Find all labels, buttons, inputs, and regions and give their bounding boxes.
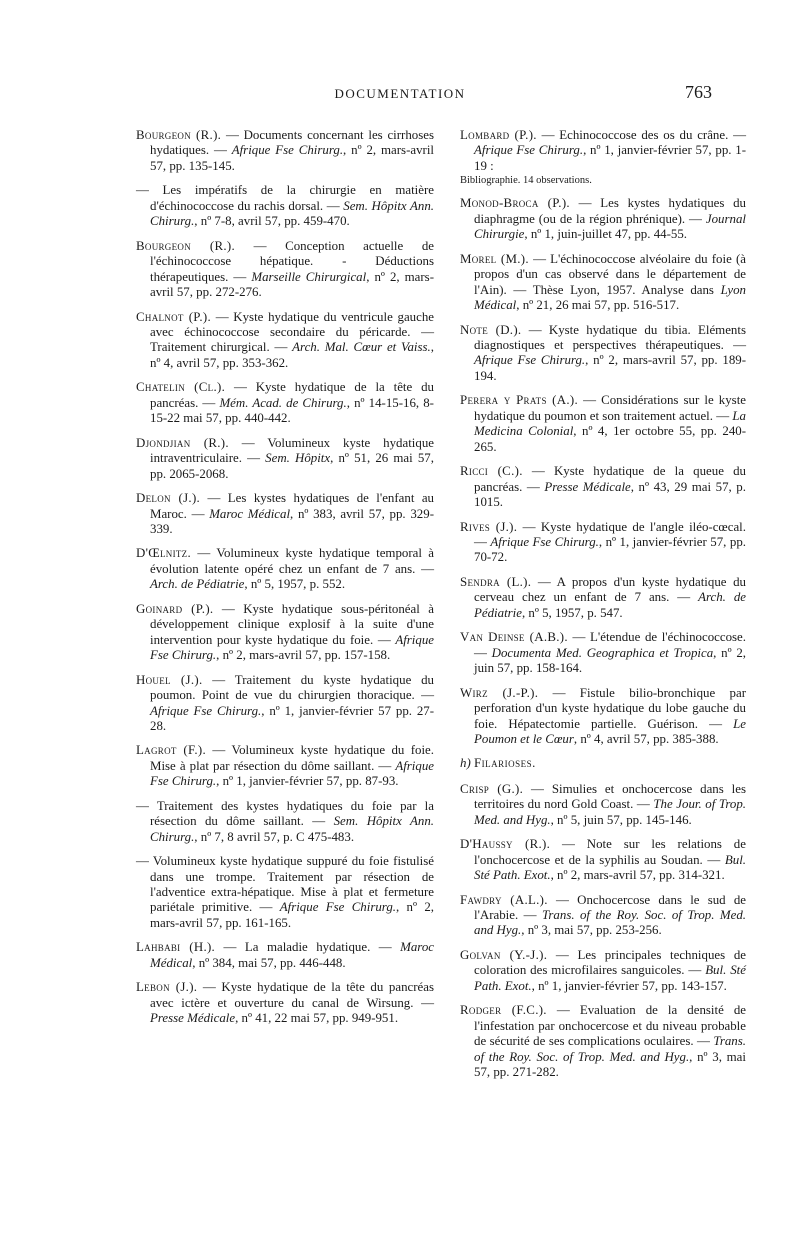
- entry-text: — La maladie hydatique. —: [215, 940, 401, 955]
- entry-text: — Considérations sur le kyste hydatique du poumon et son traitement actuel. —: [474, 393, 747, 423]
- entry-text: — Conception actuelle de l'échinococcose hépatique. - Déductions thérapeutiques. —: [150, 238, 434, 284]
- entry-author: Morel (M.).: [460, 251, 529, 266]
- entry-source: Trans. of the Roy. Soc. of Trop. Med. and Hyg.: [474, 908, 746, 938]
- bibliography-entry: [460, 196, 746, 242]
- bibliography-entry: [136, 940, 434, 971]
- entry-author: Fawdry (A.L.).: [460, 892, 548, 907]
- entry-details: , nº 7-8, avril 57, pp. 459-470.: [194, 214, 350, 229]
- entry-text: — Kyste hydatique de la queue du pancréas. —: [474, 464, 746, 494]
- entry-source: Sem. Hôpitx Ann. Chirurg.: [150, 814, 435, 844]
- entry-source: Bul. Sté Path. Exot.: [474, 963, 746, 993]
- section-heading: [460, 756, 746, 771]
- right-column-entries: [460, 128, 746, 747]
- entry-text: — Volumineux kyste hydatique intraventriculaire. —: [150, 435, 434, 466]
- entry-author: Rodger (F.C.).: [460, 1003, 547, 1018]
- bibliography-entry: [460, 393, 746, 455]
- bibliography-entry: [460, 1003, 746, 1080]
- bibliography-entry: [460, 464, 746, 510]
- entry-source: Sem. Hôpitx: [265, 451, 331, 466]
- entry-details: , nº 2, mars-avril 57, pp. 161-165.: [150, 900, 435, 930]
- entry-source: Arch. Mal. Cœur et Vaiss.: [292, 340, 431, 355]
- entry-text: — A propos d'un kyste hydatique du cerveau chez un enfant de 7 ans. —: [474, 574, 746, 605]
- entry-details: , nº 2, mars-avril 57, pp. 314-321.: [550, 868, 725, 883]
- entry-details: , nº 14-15-16, 8-15-22 mai 57, pp. 440-442.: [150, 395, 434, 426]
- entry-details: , nº 5, 1957, p. 552.: [244, 577, 346, 592]
- entry-details: , nº 1, juin-juillet 47, pp. 44-55.: [524, 227, 687, 242]
- entry-author: Note (D.).: [460, 322, 522, 337]
- entry-author: Sendra (L.).: [460, 574, 532, 589]
- entry-text: — Traitement des kystes hydatiques du foie par la résection du dôme saillant. —: [136, 798, 434, 829]
- entry-author: Goinard (P.).: [136, 601, 214, 616]
- entry-author: Chatelin (Cl.).: [136, 380, 226, 395]
- entry-author: Crisp (G.).: [460, 781, 524, 796]
- bibliography-entry: [460, 252, 746, 314]
- section-title: Filarioses.: [473, 756, 536, 771]
- entry-author: Chalnot (P.).: [136, 309, 211, 324]
- entry-source: Trans. of the Roy. Soc. of Trop. Med. and Hyg.: [474, 1034, 746, 1064]
- entry-author: Bourgeon (R.).: [136, 128, 222, 142]
- entry-details: , nº 43, 29 mai 57, p. 1015.: [474, 479, 746, 510]
- bibliography-entry: [460, 128, 746, 187]
- section-marker: h): [460, 756, 471, 771]
- entry-details: , nº 51, 26 mai 57, pp. 2065-2068.: [150, 451, 434, 481]
- entry-details: , nº 4, avril 57, pp. 353-362.: [150, 340, 434, 370]
- entry-source: Afrique Fse Chirurg.: [150, 703, 262, 718]
- entry-author: D'Œlnitz.: [136, 546, 192, 561]
- entry-details: , nº 4, 1er octobre 55, pp. 240-265.: [474, 424, 747, 454]
- entry-text: — Evaluation de la densité de l'infestation par onchocercose et du niveau probable de sécurité de ses complications oculaires. —: [474, 1003, 747, 1049]
- entry-author: Lagrot (F.).: [136, 743, 207, 758]
- entry-source: Sem. Hôpitx Ann. Chirurg.: [150, 198, 435, 229]
- entry-source: Presse Médicale: [150, 1011, 236, 1026]
- bibliography-entry: [136, 436, 434, 482]
- entry-author: Golvan (Y.-J.).: [460, 947, 548, 962]
- entry-author: Van Deinse (A.B.).: [460, 630, 568, 645]
- entry-author: Lahbabi (H.).: [136, 940, 216, 955]
- bibliography-entry: [460, 686, 746, 748]
- bibliography-entry: [460, 782, 746, 828]
- bibliography-entry: [136, 743, 434, 789]
- entry-details: , nº 5, 1957, p. 547.: [521, 605, 623, 620]
- entry-text: — Fistule bilio-bronchique par perforation d'un kyste hydatique du lobe gauche du foie. Hépatectomie partielle. Guérison. —: [474, 685, 746, 731]
- entry-details: , nº 2, mars-avril 57, pp. 135-145.: [150, 143, 434, 173]
- entry-text: — Volumineux kyste hydatique temporal à évolution latente opéré chez un enfant de 7 ans. —: [150, 546, 434, 576]
- entry-source: Afrique Fse Chirurg.: [150, 632, 434, 663]
- entry-details: , nº 2, mars-avril 57, pp. 272-276.: [150, 269, 434, 300]
- entry-text: — Note sur les relations de l'onchocercose et de la syphilis au Soudan. —: [474, 837, 746, 867]
- entry-source: Journal Chirurgie: [474, 211, 746, 242]
- entry-details: , nº 1, janvier-février 57, pp. 1-19 :: [474, 143, 746, 173]
- right-column: [460, 128, 746, 1090]
- entry-text: — Volumineux kyste hydatique du foie. Mise à plat par résection du dôme saillant. —: [150, 743, 434, 773]
- entry-details: , nº 1, janvier-février 57 pp. 27-28.: [150, 703, 435, 733]
- bibliography-entry: [136, 980, 434, 1026]
- entry-source: Afrique Fse Chirurg.: [150, 758, 434, 789]
- entry-details: , nº 1, janvier-février 57, pp. 143-157.: [531, 978, 727, 993]
- entry-details: , nº 2, mars-avril 57, pp. 157-158.: [216, 648, 391, 663]
- right-column-entries-filarioses: [460, 782, 746, 1081]
- entry-source: La Medicina Colonial: [474, 408, 746, 439]
- entry-text: — Kyste hydatique du tibia. Eléments diagnostiques et perspectives thérapeutiques. —: [474, 322, 746, 352]
- entry-text: — Kyste hydatique du ventricule gauche avec échinococcose secondaire du péricarde. — Traitement chirurgical. —: [150, 309, 435, 355]
- bibliography-entry: [136, 799, 434, 845]
- entry-author: Rives (J.).: [460, 519, 518, 534]
- entry-details: , nº 384, mai 57, pp. 446-448.: [192, 955, 346, 970]
- entry-text: — Les principales techniques de coloration des microfilaires sanguicoles. —: [474, 947, 746, 978]
- entry-text: — Kyste hydatique de l'angle iléo-cœcal. —: [474, 519, 746, 549]
- entry-details: , nº 3, mai 57, pp. 271-282.: [474, 1049, 746, 1080]
- bibliography-entry: [460, 630, 746, 676]
- entry-author: Lombard (P.).: [460, 128, 537, 142]
- bibliography-entry: [136, 380, 434, 426]
- entry-source: Lyon Médical: [474, 282, 746, 313]
- entry-source: Afrique Fse Chirurg.: [474, 143, 584, 158]
- entry-details: , nº 383, avril 57, pp. 329-339.: [150, 506, 434, 536]
- bibliography-entry: [136, 546, 434, 592]
- entry-author: Bourgeon (R.).: [136, 238, 236, 253]
- entry-text: — Kyste hydatique sous-péritonéal à développement clinique explosif à la suite d'une intervention pour kyste hydatique du foie. —: [150, 601, 434, 647]
- entry-author: Delon (J.).: [136, 491, 201, 506]
- entry-source: Le Poumon et le Cœur: [474, 716, 746, 746]
- entry-details: , nº 2, juin 57, pp. 158-164.: [474, 645, 746, 676]
- bibliography-entry: [136, 673, 434, 735]
- entry-details: , nº 2, mars-avril 57, pp. 189-194.: [474, 353, 747, 383]
- entry-source: Arch. de Pédiatrie: [150, 577, 245, 592]
- entry-source: Mém. Acad. de Chirurg.: [219, 395, 347, 410]
- entry-details: , nº 4, avril 57, pp. 385-388.: [573, 731, 719, 746]
- entry-text: — Les kystes hydatiques du diaphragme (ou de la région phrénique). —: [474, 196, 746, 226]
- bibliography-entry: [136, 602, 434, 664]
- entry-text: — L'étendue de l'échinococcose. —: [474, 630, 747, 660]
- entry-author: Ricci (C.).: [460, 464, 523, 479]
- entry-source: Maroc Médical: [209, 506, 291, 521]
- entry-text: — Les impératifs de la chirurgie en matière d'échinococcose du rachis dorsal. —: [136, 183, 434, 213]
- entry-source: Bul. Sté Path. Exot.: [474, 852, 746, 883]
- bibliography-entry: [136, 183, 434, 229]
- left-column: [136, 128, 434, 1036]
- entry-source: Marseille Chirurgical: [251, 269, 367, 284]
- entry-details: , nº 21, 26 mai 57, pp. 516-517.: [516, 298, 680, 313]
- entry-author: Wirz (J.-P.).: [460, 685, 539, 700]
- entry-source: The Jour. of Trop. Med. and Hyg.: [474, 797, 746, 827]
- bibliography-entry: [136, 854, 434, 931]
- entry-source: Presse Médicale: [544, 479, 631, 494]
- entry-text: — Kyste hydatique de la tête du pancréas. —: [150, 380, 434, 410]
- entry-text: — Documents concernant les cirrhoses hydatiques. —: [150, 128, 434, 158]
- entry-author: Monod-Broca (P.).: [460, 196, 570, 211]
- entry-text: — Simulies et onchocercose dans les territoires du nord Gold Coast. —: [474, 781, 746, 812]
- entry-source: Afrique Fse Chirurg.: [490, 534, 599, 549]
- bibliography-entry: [460, 520, 746, 566]
- entry-text: — Onchocercose dans le sud de l'Arabie. —: [474, 892, 746, 923]
- entry-note: Bibliographie. 14 observations.: [460, 175, 592, 187]
- entry-details: , nº 7, 8 avril 57, p. C 475-483.: [194, 829, 355, 844]
- bibliography-entry: [460, 575, 746, 621]
- entry-details: , nº 41, 22 mai 57, pp. 949-951.: [235, 1011, 399, 1026]
- entry-text: — Traitement du kyste hydatique du poumon. Point de vue du chirurgien thoracique. —: [150, 672, 434, 703]
- entry-author: Houel (J.).: [136, 672, 203, 687]
- entry-details: , nº 5, juin 57, pp. 145-146.: [550, 812, 692, 827]
- entry-details: , nº 1, janvier-février 57, pp. 87-93.: [216, 774, 399, 789]
- bibliography-entry: [136, 128, 434, 174]
- entry-text: — Les kystes hydatiques de l'enfant au Maroc. —: [150, 491, 435, 521]
- bibliography-entry: [136, 491, 434, 537]
- entry-text: — L'échinococcose alvéolaire du foie (à propos d'un cas observé dans le département de l'Ain). — Thèse Lyon, 1957. Analyse dans: [474, 251, 746, 297]
- bibliography-entry: [460, 323, 746, 385]
- running-title: DOCUMENTATION: [334, 86, 466, 101]
- entry-source: Maroc Médical: [150, 940, 434, 970]
- bibliography-entry: [136, 310, 434, 372]
- page-header: [0, 82, 800, 108]
- entry-author: Djondjian (R.).: [136, 435, 229, 450]
- entry-source: Afrique Fse Chirurg.: [231, 143, 344, 158]
- entry-author: D'Haussy (R.).: [460, 837, 551, 852]
- bibliography-entry: [460, 837, 746, 883]
- entry-source: Afrique Fse Chirurg.: [474, 353, 586, 368]
- bibliography-entry: [460, 948, 746, 994]
- entry-text: — Kyste hydatique de la tête du pancréas avec ictère et ouverture du canal de Wirsung. —: [150, 980, 434, 1010]
- page-number: 763: [685, 82, 712, 102]
- entry-author: Lebon (J.).: [136, 980, 198, 995]
- entry-details: , nº 3, mai 57, pp. 253-256.: [521, 923, 662, 938]
- entry-text: — Volumineux kyste hydatique suppuré du foie fistulisé dans une trompe. Traitement par résection de l'adventice extra-hépatique. Mise à plat et fermeture pariétale primitive. —: [136, 854, 434, 915]
- entry-source: Afrique Fse Chirurg.: [279, 900, 396, 915]
- entry-details: , nº 1, janvier-février 57, pp. 70-72.: [474, 534, 746, 565]
- entry-source: Arch. de Pédiatrie: [474, 590, 746, 620]
- entry-author: Perera y Prats (A.).: [460, 393, 578, 408]
- entry-text: — Echinococcose des os du crâne. —: [536, 128, 746, 142]
- bibliography-entry: [136, 239, 434, 301]
- bibliography-entry: [460, 893, 746, 939]
- entry-source: Documenta Med. Geographica et Tropica: [491, 645, 714, 660]
